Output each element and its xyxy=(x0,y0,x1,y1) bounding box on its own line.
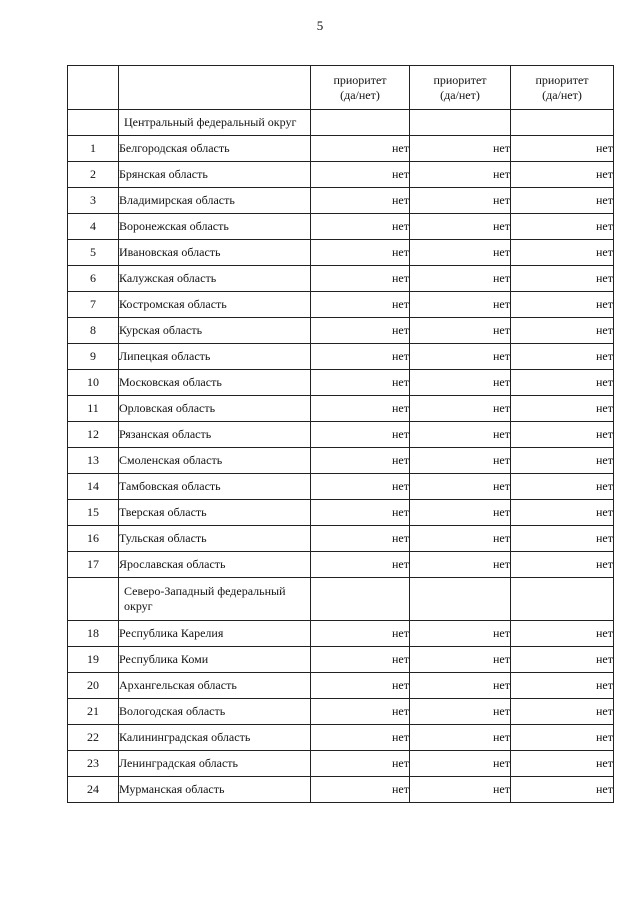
section-row xyxy=(68,578,614,621)
priority-value-3: нет xyxy=(511,266,614,292)
regions-table xyxy=(67,65,614,803)
table-row xyxy=(68,422,614,448)
table-row xyxy=(68,751,614,777)
table-row xyxy=(68,621,614,647)
header-sublabel: (да/нет) xyxy=(542,87,582,102)
row-number: 7 xyxy=(68,292,119,318)
table-row xyxy=(68,240,614,266)
priority-value-1: нет xyxy=(311,777,410,803)
region-name: Республика Коми xyxy=(119,647,311,673)
priority-value-3: нет xyxy=(511,751,614,777)
region-name: Вологодская область xyxy=(119,699,311,725)
header-sublabel: (да/нет) xyxy=(440,87,480,102)
priority-value-2: нет xyxy=(410,370,511,396)
priority-value-3: нет xyxy=(511,344,614,370)
section-empty-cell xyxy=(410,110,511,136)
region-name: Воронежская область xyxy=(119,214,311,240)
region-name: Московская область xyxy=(119,370,311,396)
priority-value-2: нет xyxy=(410,448,511,474)
header-cell-region xyxy=(119,66,311,110)
priority-value-1: нет xyxy=(311,647,410,673)
region-name: Ярославская область xyxy=(119,552,311,578)
header-label: приоритет xyxy=(433,72,487,87)
header-row xyxy=(68,66,614,110)
table-row xyxy=(68,136,614,162)
priority-value-2: нет xyxy=(410,500,511,526)
section-empty-cell xyxy=(410,578,511,621)
header-cell-number xyxy=(68,66,119,110)
header-sublabel: (да/нет) xyxy=(340,87,380,102)
priority-value-1: нет xyxy=(311,370,410,396)
row-number: 22 xyxy=(68,725,119,751)
priority-value-3: нет xyxy=(511,699,614,725)
priority-value-1: нет xyxy=(311,292,410,318)
section-title: Северо-Западный федеральный округ xyxy=(119,578,311,621)
row-number: 14 xyxy=(68,474,119,500)
row-number: 1 xyxy=(68,136,119,162)
table-row xyxy=(68,552,614,578)
row-number: 3 xyxy=(68,188,119,214)
priority-value-3: нет xyxy=(511,647,614,673)
priority-value-2: нет xyxy=(410,751,511,777)
page-number: 5 xyxy=(316,18,324,33)
row-number: 4 xyxy=(68,214,119,240)
priority-value-3: нет xyxy=(511,240,614,266)
row-number: 5 xyxy=(68,240,119,266)
priority-value-2: нет xyxy=(410,344,511,370)
region-name: Орловская область xyxy=(119,396,311,422)
row-number: 10 xyxy=(68,370,119,396)
priority-value-3: нет xyxy=(511,370,614,396)
priority-value-3: нет xyxy=(511,526,614,552)
priority-value-2: нет xyxy=(410,621,511,647)
row-number: 2 xyxy=(68,162,119,188)
priority-value-1: нет xyxy=(311,673,410,699)
header-cell-priority-3 xyxy=(511,66,614,110)
table-row xyxy=(68,673,614,699)
table-row xyxy=(68,699,614,725)
priority-value-3: нет xyxy=(511,777,614,803)
priority-value-2: нет xyxy=(410,188,511,214)
table-row xyxy=(68,474,614,500)
section-empty-cell xyxy=(311,578,410,621)
priority-value-1: нет xyxy=(311,422,410,448)
table-body xyxy=(68,66,614,803)
priority-value-2: нет xyxy=(410,777,511,803)
region-name: Ленинградская область xyxy=(119,751,311,777)
priority-value-1: нет xyxy=(311,188,410,214)
row-number: 19 xyxy=(68,647,119,673)
section-row xyxy=(68,110,614,136)
table-row xyxy=(68,777,614,803)
table-row xyxy=(68,526,614,552)
row-number: 18 xyxy=(68,621,119,647)
header-cell-priority-1 xyxy=(311,66,410,110)
priority-value-2: нет xyxy=(410,647,511,673)
priority-value-2: нет xyxy=(410,474,511,500)
row-number: 23 xyxy=(68,751,119,777)
priority-value-1: нет xyxy=(311,699,410,725)
region-name: Рязанская область xyxy=(119,422,311,448)
region-name: Ивановская область xyxy=(119,240,311,266)
table-row xyxy=(68,344,614,370)
priority-value-1: нет xyxy=(311,474,410,500)
priority-value-2: нет xyxy=(410,699,511,725)
region-name: Тверская область xyxy=(119,500,311,526)
region-name: Тамбовская область xyxy=(119,474,311,500)
row-number: 15 xyxy=(68,500,119,526)
priority-value-1: нет xyxy=(311,552,410,578)
priority-value-2: нет xyxy=(410,240,511,266)
table-row xyxy=(68,448,614,474)
row-number: 16 xyxy=(68,526,119,552)
table-row xyxy=(68,370,614,396)
priority-value-1: нет xyxy=(311,318,410,344)
priority-value-3: нет xyxy=(511,318,614,344)
region-name: Калужская область xyxy=(119,266,311,292)
region-name: Смоленская область xyxy=(119,448,311,474)
section-number-cell xyxy=(68,578,119,621)
region-name: Владимирская область xyxy=(119,188,311,214)
priority-value-2: нет xyxy=(410,725,511,751)
priority-value-2: нет xyxy=(410,526,511,552)
region-name: Костромская область xyxy=(119,292,311,318)
priority-value-2: нет xyxy=(410,673,511,699)
region-name: Белгородская область xyxy=(119,136,311,162)
priority-value-1: нет xyxy=(311,396,410,422)
row-number: 17 xyxy=(68,552,119,578)
priority-value-2: нет xyxy=(410,292,511,318)
priority-value-1: нет xyxy=(311,448,410,474)
table-row xyxy=(68,318,614,344)
priority-value-1: нет xyxy=(311,240,410,266)
row-number: 8 xyxy=(68,318,119,344)
table-row xyxy=(68,292,614,318)
header-label: приоритет xyxy=(333,72,387,87)
row-number: 9 xyxy=(68,344,119,370)
priority-value-3: нет xyxy=(511,396,614,422)
table-row xyxy=(68,725,614,751)
header-cell-priority-2 xyxy=(410,66,511,110)
table-row xyxy=(68,647,614,673)
priority-value-3: нет xyxy=(511,552,614,578)
priority-value-2: нет xyxy=(410,266,511,292)
row-number: 21 xyxy=(68,699,119,725)
table-row xyxy=(68,162,614,188)
priority-value-1: нет xyxy=(311,266,410,292)
row-number: 20 xyxy=(68,673,119,699)
priority-value-2: нет xyxy=(410,318,511,344)
region-name: Тульская область xyxy=(119,526,311,552)
priority-value-3: нет xyxy=(511,162,614,188)
priority-value-3: нет xyxy=(511,136,614,162)
priority-value-3: нет xyxy=(511,725,614,751)
region-name: Брянская область xyxy=(119,162,311,188)
section-empty-cell xyxy=(511,110,614,136)
priority-value-3: нет xyxy=(511,673,614,699)
region-name: Калининградская область xyxy=(119,725,311,751)
priority-value-2: нет xyxy=(410,214,511,240)
priority-value-3: нет xyxy=(511,292,614,318)
section-number-cell xyxy=(68,110,119,136)
priority-value-1: нет xyxy=(311,214,410,240)
priority-value-1: нет xyxy=(311,162,410,188)
row-number: 12 xyxy=(68,422,119,448)
priority-value-3: нет xyxy=(511,188,614,214)
header-label: приоритет xyxy=(535,72,589,87)
region-name: Курская область xyxy=(119,318,311,344)
row-number: 24 xyxy=(68,777,119,803)
priority-value-1: нет xyxy=(311,526,410,552)
row-number: 11 xyxy=(68,396,119,422)
row-number: 6 xyxy=(68,266,119,292)
priority-value-2: нет xyxy=(410,162,511,188)
table-row xyxy=(68,500,614,526)
priority-value-2: нет xyxy=(410,136,511,162)
section-empty-cell xyxy=(511,578,614,621)
region-name: Архангельская область xyxy=(119,673,311,699)
region-name: Мурманская область xyxy=(119,777,311,803)
section-empty-cell xyxy=(311,110,410,136)
table-row xyxy=(68,266,614,292)
priority-value-1: нет xyxy=(311,344,410,370)
priority-value-1: нет xyxy=(311,136,410,162)
priority-value-3: нет xyxy=(511,621,614,647)
priority-value-1: нет xyxy=(311,751,410,777)
priority-value-3: нет xyxy=(511,422,614,448)
priority-value-1: нет xyxy=(311,500,410,526)
table-row xyxy=(68,188,614,214)
priority-value-3: нет xyxy=(511,448,614,474)
priority-value-1: нет xyxy=(311,725,410,751)
priority-value-2: нет xyxy=(410,422,511,448)
priority-value-2: нет xyxy=(410,396,511,422)
priority-value-2: нет xyxy=(410,552,511,578)
table-row xyxy=(68,396,614,422)
region-name: Липецкая область xyxy=(119,344,311,370)
region-name: Республика Карелия xyxy=(119,621,311,647)
priority-value-3: нет xyxy=(511,214,614,240)
priority-value-3: нет xyxy=(511,500,614,526)
table-row xyxy=(68,214,614,240)
row-number: 13 xyxy=(68,448,119,474)
priority-value-1: нет xyxy=(311,621,410,647)
section-title: Центральный федеральный округ xyxy=(119,110,311,136)
priority-value-3: нет xyxy=(511,474,614,500)
